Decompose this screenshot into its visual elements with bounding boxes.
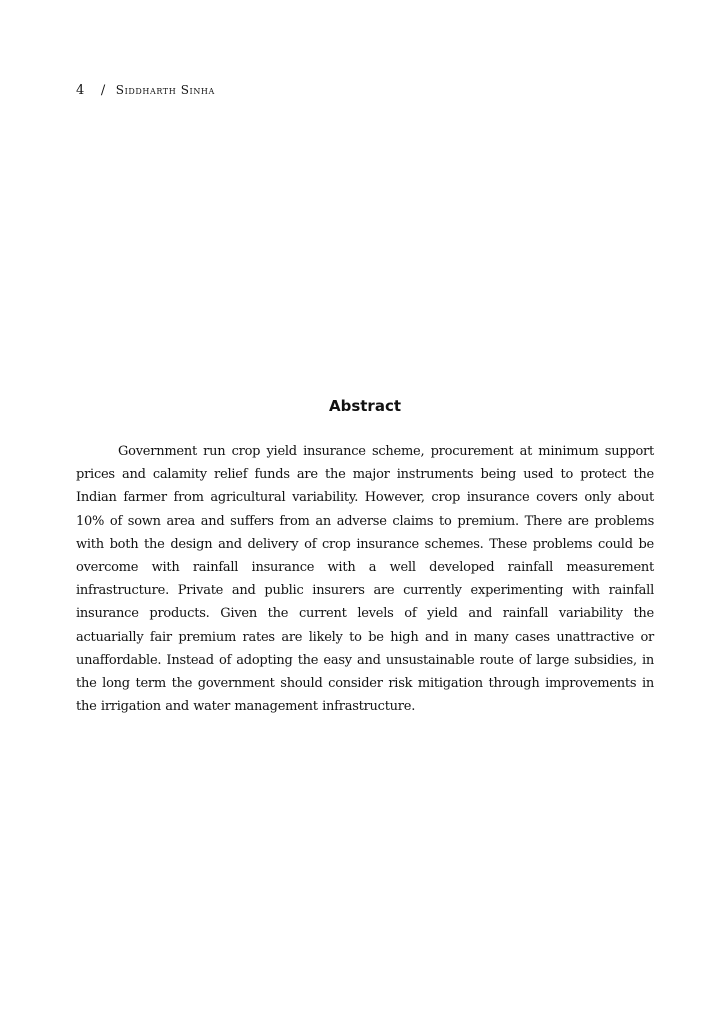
running-head-author: Siddharth Sinha [115,83,215,97]
running-head-separator: / [100,83,106,98]
abstract-body: Government run crop yield insurance scheme, procurement at minimum support prices and calamity relief funds are the major instruments being used to protect the Indian farmer from agricultural variability. However, crop insurance covers only about 10% of sown area and suffers from an adverse claims to premium. There are problems with both the design and delivery of crop insurance schemes. These problems could be overcome with rainfall insurance with a well developed rainfall measurement infrastructure. Private and public insurers are currently experimenting with rainfall insurance products. Given the current levels of yield and rainfall variability the actuarially fair premium rates are likely to be high and in many cases unattractive or unaffordable. Instead of adopting the easy and unsustainable route of large subsidies, in the long term the government should consider risk mitigation through improvements in the irrigation and water management infrastructure. [76,444,654,715]
page-number: 4 [76,83,85,98]
abstract-heading: Abstract [328,397,402,415]
running-head [76,83,215,98]
